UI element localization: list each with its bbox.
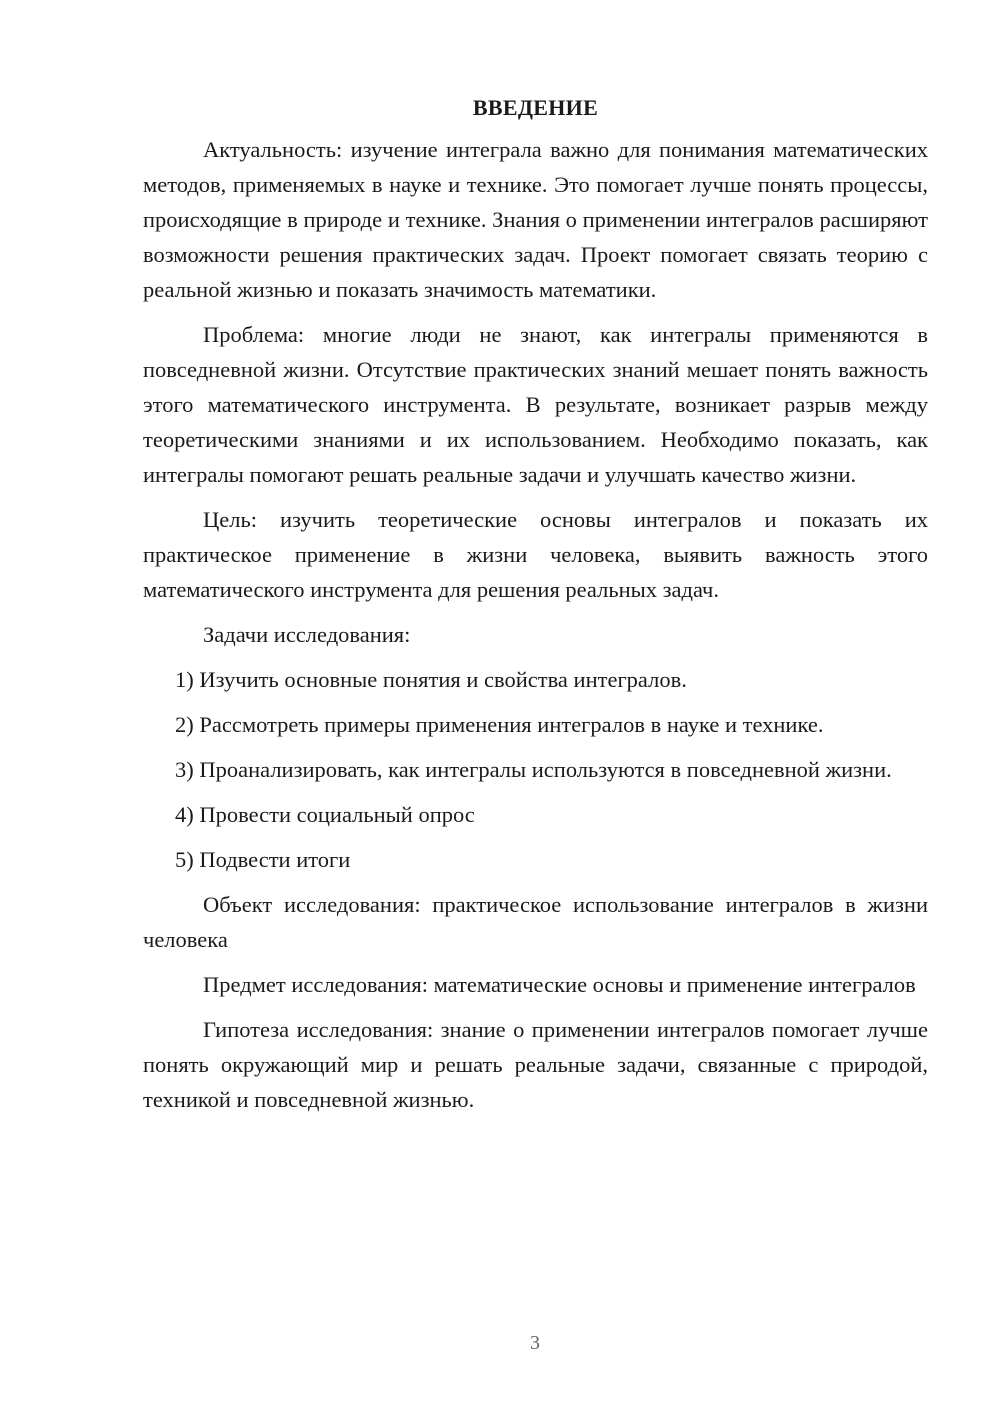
task-item: 2) Рассмотреть примеры применения интегралов в науке и технике.	[175, 712, 824, 737]
task-item: 1) Изучить основные понятия и свойства интегралов.	[175, 667, 687, 692]
goal-paragraph: Цель: изучить теоретические основы интегралов и показать их практическое применение в жизни человека, выявить важность этого математического инструмента для решения реальных задач.	[143, 507, 928, 602]
problem-paragraph: Проблема: многие люди не знают, как интегралы применяются в повседневной жизни. Отсутствие практических знаний мешает понять важность этого математического инструмента. В результате, возникает разрыв между теоретическими знаниями и их использованием. Необходимо показать, как интегралы помогают решать реальные задачи и улучшать качество жизни.	[143, 322, 928, 487]
task-item: 4) Провести социальный опрос	[175, 802, 475, 827]
relevance-paragraph: Актуальность: изучение интеграла важно для понимания математических методов, применяемых в науке и технике. Это помогает лучше понять процессы, происходящие в природе и технике. Знания о применении интегралов расширяют возможности решения практических задач. Проект помогает связать теорию с реальной жизнью и показать значимость математики.	[143, 137, 928, 302]
task-item: 3) Проанализировать, как интегралы используются в повседневной жизни.	[175, 757, 892, 782]
page-title: ВВЕДЕНИЕ	[472, 95, 599, 120]
hypothesis-paragraph: Гипотеза исследования: знание о применении интегралов помогает лучше понять окружающий мир и решать реальные задачи, связанные с природой, техникой и повседневной жизнью.	[143, 1017, 928, 1112]
document-page	[143, 90, 928, 1127]
task-item: 5) Подвести итоги	[175, 847, 351, 872]
tasks-heading: Задачи исследования:	[203, 622, 411, 647]
subject-paragraph: Предмет исследования: математические основы и применение интегралов	[203, 972, 916, 997]
page-number: 3	[530, 1332, 540, 1354]
object-paragraph: Объект исследования: практическое использование интегралов в жизни человека	[143, 892, 928, 952]
